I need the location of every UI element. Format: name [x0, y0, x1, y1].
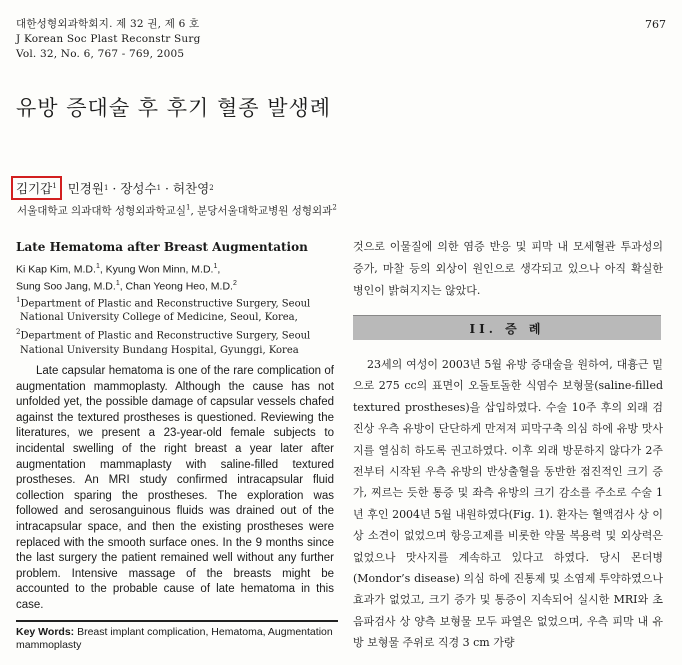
journal-header-english: J Korean Soc Plast Reconstr Surg: [16, 33, 201, 45]
affiliation-text: 서울대학교 의과대학 성형외과학교실: [17, 205, 186, 217]
english-author: Ki Kap Kim, M.D.: [16, 263, 96, 276]
affiliation-sup: 2: [332, 203, 337, 212]
journal-header-volume: Vol. 32, No. 6, 767 - 769, 2005: [16, 48, 185, 60]
affiliation-sup: 1: [185, 203, 191, 212]
author-name: 장성수: [120, 181, 157, 196]
keywords-label: Key Words:: [16, 626, 75, 638]
affiliation-text: , 분당서울대학교병원 성형외과: [190, 205, 333, 217]
author-separator: ·: [108, 180, 121, 196]
author-sup: 1: [156, 184, 162, 192]
english-author: Sung Soo Jang, M.D.: [16, 280, 116, 292]
article-title: 유방 증대술 후 후기 혈종 발생례: [16, 96, 332, 120]
department-line: National University College of Medicine, Seoul, Korea,: [20, 312, 298, 324]
english-title: Late Hematoma after Breast Augmentation: [16, 240, 308, 254]
introduction-continued: 것으로 이물질에 의한 염증 반응 및 피막 내 모세혈관 투과성의 증가, 마찰 등의 외상이 원인으로 생각되고 있으나 아직 확실한 병인이 밝혀지지는 않았다.: [353, 240, 663, 297]
case-report-text: 23세의 여성이 2003년 5월 유방 증대술을 원하여, 대흉근 밑으로 275 cc의 표면이 오돌토돌한 식염수 보형물(saline-filled textured prostheses)을 삽입하였다. 수술 10주 후의 외래 검진상 우측 유방이 단단하게 만져져 피막구축 의심 하에 유방 맛사지를 열심히 하도록 권고하였다. 이후 외래 방문하지 않다가 2주 전부터 시작된 우측 유방의 반상출혈을 동반한 점진적인 크기 증가, 찌르는 듯한 통증 및 좌측 유방의 크기 감소를 주소로 수술 1년 후인 2004년 5월 내원하였다(Fig. 1). 환자는 혈액검사 상 이상 소견이 없었으며 항응고제를 비롯한 약물 복용력 및 외상력은 없었으나 맛사지를 계속하고 있다고 하였다. 당시 몬더병(Mondor’s disease) 의심 하에 진통제 및 소염제 투약하였으나 효과가 없었고, 크기 증가 및 통증이 지속되어 실시한 MRI와 초음파검사 상 양측 보형물 모두 파열은 없었으며, 우측 피막 내 유방 보형물 주위로 직경 3 cm 가량: [353, 358, 663, 650]
highlighted-first-author: [11, 176, 62, 200]
keywords: [16, 620, 338, 652]
author-list: [16, 176, 214, 200]
journal-header-korean: 대한성형외과학회지. 제 32 권, 제 6 호: [16, 18, 200, 30]
english-authors: Ki Kap Kim, M.D.$^1$, Kyung Won Minn, M.D.$^1$, Sung Soo Jang, M.D.$^1$, Chan Yeong Heo, M.D.$^2$: [16, 263, 237, 292]
english-departments: $^1$Department of Plastic and Reconstructive Surgery, Seoul National University College of Medicine, Seoul, Korea, $^2$Department of Plastic and Reconstructive Surgery, Seoul National University Bundang Hospital, Gyunggi, Korea: [16, 296, 311, 356]
author-sup: 1: [52, 181, 57, 190]
author-separator: ·: [161, 180, 173, 196]
department-line: Department of Plastic and Reconstructive Surgery, Seoul: [20, 330, 311, 342]
author-sup: 1: [103, 184, 109, 192]
author-name: 민경원: [67, 181, 104, 196]
affiliation: [17, 203, 337, 218]
english-author: , Kyung Won Minn, M.D.: [99, 263, 214, 276]
page-number: 767: [645, 18, 666, 31]
author-name: 허찬영: [172, 181, 210, 196]
journal-header: [16, 17, 201, 62]
english-author: , Chan Yeong Heo, M.D.: [119, 280, 233, 292]
abstract-text: Late capsular hematoma is one of the rare complication of augmentation mammoplasty. Although the cause has not unfolded yet, the possible damage of capsular vessels chafed against the textured prostheses is questioned. Reviewing the literatures, we present a 23-year-old female subjects to incidental swelling of the right breast a year later after augmentation mammaplasty with saline-filled textured prostheses. An MRI study confirmed intracapsular fluid collection sparing the prostheses. The exploration was followed and serosanguinous fluids was drained out of the intracapsular space, and then the existing prostheses were replaced with the smooth surface ones. In the 9 months since the last surgery the patient remained well without any further problem. Intensive massage of the breasts might be accounted to the probable cause of late hematoma in this case.: [16, 365, 334, 611]
section-heading-case: II. 증 례: [353, 315, 661, 340]
department-line: National University Bundang Hospital, Gyunggi, Korea: [20, 344, 299, 356]
keywords-text: Breast implant complication, Hematoma, Augmentation mammoplasty: [16, 626, 333, 651]
author-sup: 2: [209, 184, 214, 192]
author-name: 김기갑: [16, 181, 53, 196]
department-line: Department of Plastic and Reconstructive Surgery, Seoul: [20, 298, 311, 310]
